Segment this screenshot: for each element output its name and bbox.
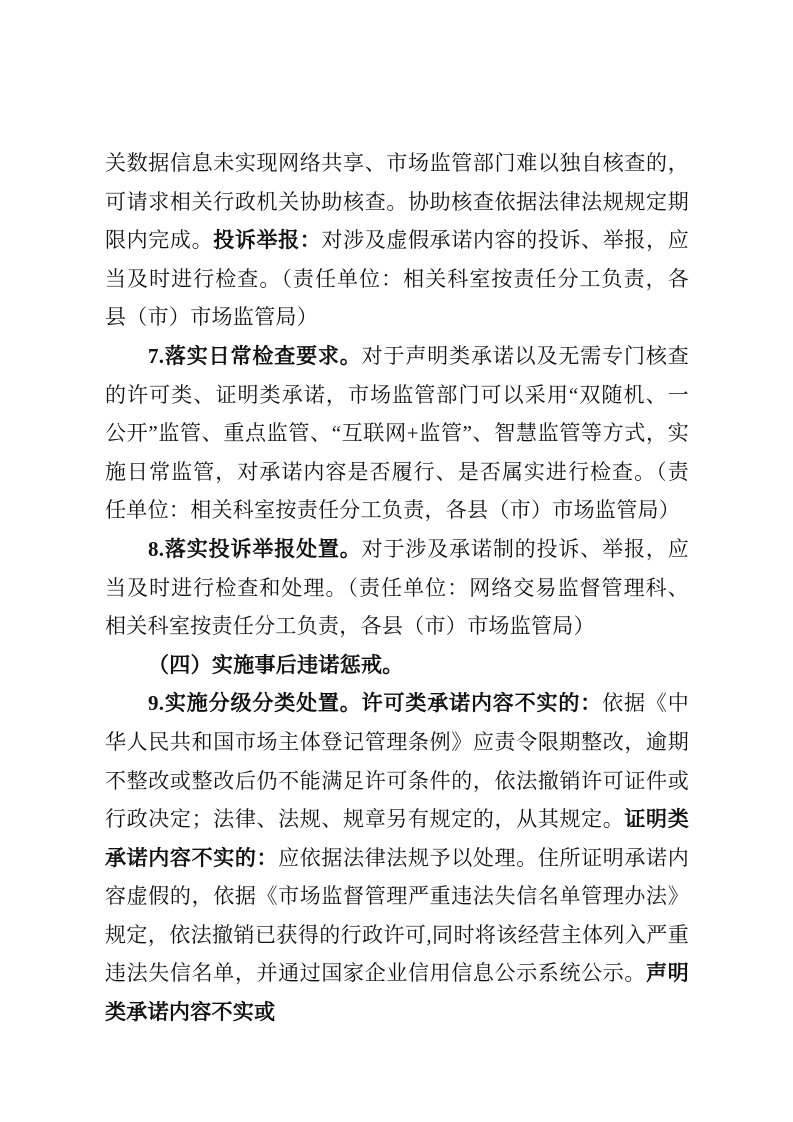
text-run-heading: 7.落实日常检查要求。 (148, 343, 362, 368)
text-run: 对涉及虚假承诺内容的投诉、举报，应当及时进行检查。 (105, 228, 690, 291)
paragraph-item-9 (105, 684, 689, 1031)
text-run-heading: 9.实施分级分类处置。许可类承诺内容不实的： (148, 691, 603, 716)
text-run-bold: 投诉举报： (213, 228, 322, 253)
text-run-section-heading: （四）实施事后违诺惩戒。 (148, 652, 404, 677)
text-run: 对于声明类承诺以及无需专门核查的许可类、证明类承诺，市场监管部门可以采用“双随机、一公开”监管、重点监管、“互联网+监管”、智慧监管等方式，实施日常监管，对承诺内容是否履行、是否属实进行检查。 (105, 343, 689, 484)
text-run: 关数据信息未实现网络共享、市场监管部门难以独自核查的，可请求相关行政机关协助核查。协助核查依据法律法规规定期限内完成。 (105, 151, 689, 253)
paragraph-section-heading-4 (105, 646, 689, 685)
document-content (105, 144, 689, 1032)
paragraph-continuation-6 (105, 144, 689, 337)
text-run-bold: 证明类承诺内容不实的： (105, 807, 689, 870)
text-run-responsible-unit: （责任单位：网络交易监督管理科、相关科室按责任分工负责，各县（市）市场监管局） (105, 575, 689, 639)
text-run-bold: 声明类承诺内容不实或 (105, 961, 689, 1025)
text-run-heading: 8.落实投诉举报处置。 (148, 536, 362, 561)
paragraph-item-7 (105, 337, 689, 530)
paragraph-item-8 (105, 530, 689, 646)
text-run-responsible-unit: （责任单位：相关科室按责任分工负责，各县（市）市场监管局） (105, 266, 689, 330)
text-run: 依据《中华人民共和国市场主体登记管理条例》应责令限期整改，逾期不整改或整改后仍不能满足许可条件的，依法撤销许可证件或行政决定；法律、法规、规章另有规定的，从其规定。 (105, 691, 689, 832)
text-run-responsible-unit: （责任单位：相关科室按责任分工负责，各县（市）市场监管局） (105, 459, 690, 523)
text-run: 对于涉及承诺制的投诉、举报，应当及时进行检查和处理。 (105, 536, 689, 600)
text-run: 应依据法律法规予以处理。住所证明承诺内容虚假的，依据《市场监督管理严重违法失信名单管理办法》规定，依法撤销已获得的行政许可,同时将该经营主体列入严重违法失信名单，并通过国家企业信用信息公示系统公示。 (105, 845, 689, 986)
